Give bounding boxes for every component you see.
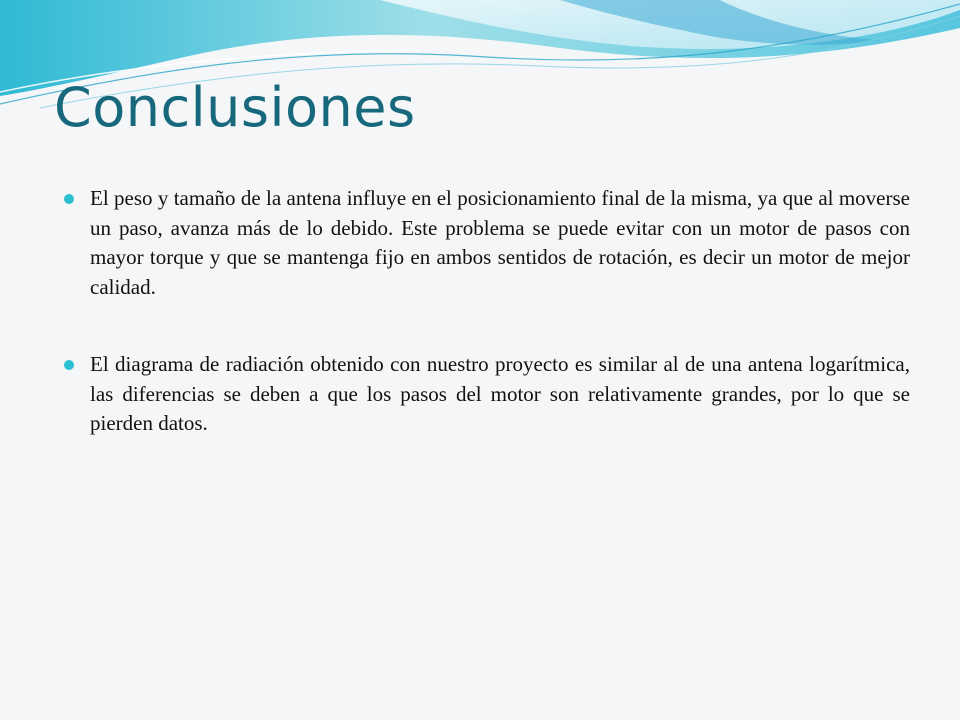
bullet-text: El peso y tamaño de la antena influye en el posicionamiento final de la misma, ya que al moverse un paso, avanza más de lo debido. Este problema se puede evitar con un motor de pasos con mayor torque y que se mantenga fijo en ambos sentidos de rotación, es decir un motor de mejor calidad. (90, 186, 910, 299)
bullet-text: El diagrama de radiación obtenido con nuestro proyecto es similar al de una antena logarítmica, las diferencias se deben a que los pasos del motor son relativamente grandes, por lo que se pierden datos. (90, 352, 910, 435)
bullet-dot-icon (64, 360, 74, 370)
bullet-item (62, 184, 910, 302)
slide-title: Conclusiones (54, 76, 416, 139)
bullet-dot-icon (64, 194, 74, 204)
bullet-item (62, 350, 910, 439)
bullet-list (62, 184, 910, 487)
